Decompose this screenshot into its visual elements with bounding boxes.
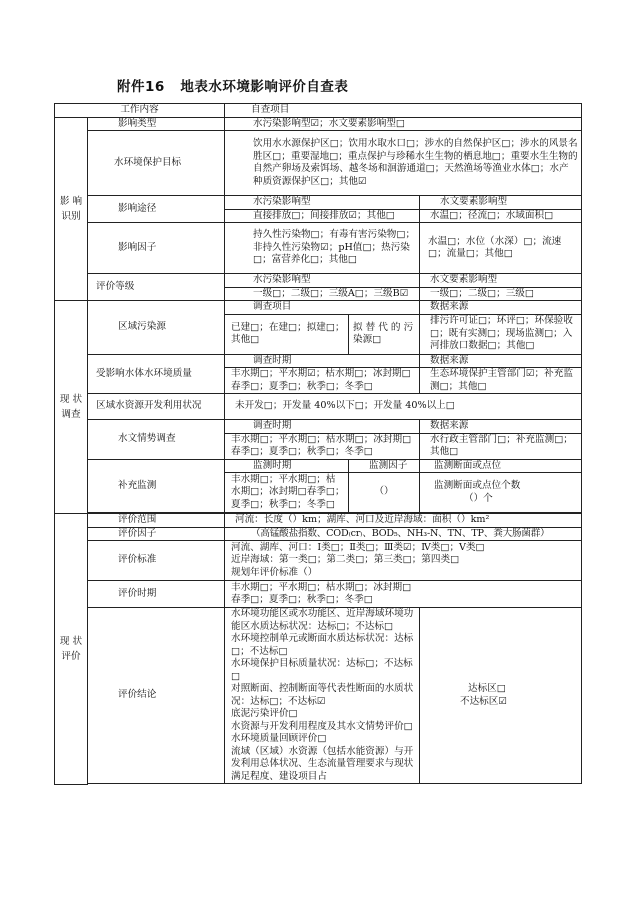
regional-right: 排污许可证□；环评□；环保验收□；既有实测□；现场监测□；入河排放口数据□；其他□ [420, 314, 582, 354]
supp-head-1: 监测时期 [225, 459, 349, 473]
title-text: 地表水环境影响评价自查表 [180, 79, 349, 95]
table-row [55, 514, 582, 528]
supp-label: 补充监测 [88, 459, 225, 513]
regional-a: 已建□；在建□；拟建□；其他□ [225, 314, 349, 354]
section-survey: 现 状 调查 [55, 301, 88, 514]
affected-head-right: 数据来源 [420, 354, 582, 368]
regional-label: 区域污染源 [88, 301, 225, 355]
supp-head-3: 监测断面或点位 [420, 459, 582, 473]
section-identify: 影 响 识别 [55, 117, 88, 301]
supp-1: 丰水期□；平水期□；枯水期□；冰封期□春季□；夏季□；秋季□；冬季□ [225, 473, 349, 513]
factor-label: 影响因子 [88, 223, 225, 274]
supp-head-2: 监测因子 [349, 459, 420, 473]
conclusion-line: 对照断面、控制断面等代表性断面的水质状况：达标□；不达标☑ [231, 683, 414, 707]
conclusion-line: 流域（区域）水资源（包括水能资源）与开发利用总体状况、生态流量管理要求与现状满足程度、建设项目占 [231, 745, 414, 782]
title-number: 附件16 [117, 79, 165, 95]
hydro-label: 水文情势调查 [88, 420, 225, 460]
table-row [55, 117, 582, 131]
pathway-left: 直接排放□；间接排放☑；其他□ [225, 209, 420, 223]
conclusion-right-1: 达标区□ [468, 683, 506, 694]
standard-line-2: 近岸海域：第一类□；第二类□；第三类□；第四类□ [231, 554, 460, 566]
self-check-table [54, 103, 582, 785]
dev-value: 未开发□；开发量 40%以下□；开发量 40%以上□ [225, 394, 582, 420]
conclusion-line: 水环境保护目标质量状况：达标□；不达标□ [231, 658, 413, 682]
pathway-right: 水温□；径流□；水域面积□ [420, 209, 582, 223]
period-line-1: 丰水期□；平水期□；枯水期□；冰封期□ [231, 581, 412, 593]
dev-label: 区域水资源开发利用状况 [88, 394, 225, 420]
conclusion-line: 水资源与开发利用程度及其水文情势评价□ [231, 720, 413, 732]
grade-left: 一级□；二级□；三级A□；三级B☑ [225, 287, 420, 301]
pathway-label: 影响途径 [88, 196, 225, 223]
period-label: 评价时期 [88, 581, 225, 608]
regional-head-left: 调查项目 [225, 301, 420, 315]
conclusion-right-2: 不达标区☑ [460, 695, 507, 707]
regional-b: 拟 替 代 的 污 染源□ [349, 314, 420, 354]
conclusion-label: 评价结论 [88, 608, 225, 784]
grade-right: 一级□；二级□；三级□ [420, 287, 582, 301]
conclusion-line: 底泥污染评价□ [231, 708, 298, 719]
conclusion-line: 水环境功能区或水功能区、近岸海域环境功能区水质达标状况：达标□；不达标□ [231, 608, 414, 632]
hydro-head-left: 调查时期 [225, 420, 420, 434]
header-work-content: 工作内容 [55, 104, 225, 118]
table-row [55, 354, 582, 368]
table-row [55, 274, 582, 288]
standard-label: 评价标准 [88, 541, 225, 581]
impact-type-value: 水污染影响型☑；水文要素影响型□ [225, 117, 582, 131]
table-row [55, 420, 582, 434]
supp-3a: 监测断面或点位个数 [434, 480, 521, 491]
conclusion-values [225, 608, 420, 784]
assess-factor-value: （高锰酸盐指数、COD₍cr₎、BOD₅、NH₃-N、TN、TP、粪大肠菌群） [225, 527, 582, 541]
table-row [55, 301, 582, 315]
standard-values [225, 541, 582, 581]
hydro-left: 丰水期□；平水期□；枯水期□；冰封期□春季□；夏季□；秋季□；冬季□ [225, 433, 420, 459]
hydro-head-right: 数据来源 [420, 420, 582, 434]
conclusion-right [420, 608, 582, 784]
affected-head-left: 调查时期 [225, 354, 420, 368]
standard-line-1: 河流、湖库、河口：Ⅰ类□；Ⅱ类□；Ⅲ类☑；Ⅳ类□；Ⅴ类□ [231, 541, 485, 553]
grade-label: 评价等级 [88, 274, 225, 301]
range-label: 评价范围 [88, 514, 225, 528]
table-row [55, 131, 582, 196]
supp-3b: （）个 [464, 492, 493, 504]
pathway-head-right: 水文要素影响型 [420, 196, 582, 210]
impact-type-label: 影响类型 [88, 117, 225, 131]
target-label: 水环境保护目标 [88, 131, 225, 196]
table-row [55, 608, 582, 784]
affected-right: 生态环境保护主管部门☑；补充监测□；其他□ [420, 368, 582, 394]
affected-left: 丰水期□；平水期☑；枯水期□；冰封期□春季□；夏季□；秋季□；冬季□ [225, 368, 420, 394]
supp-3 [420, 473, 582, 513]
pathway-head-left: 水污染影响型 [225, 196, 420, 210]
table-row [55, 527, 582, 541]
assess-factor-label: 评价因子 [88, 527, 225, 541]
table-row [55, 581, 582, 608]
table-row [55, 541, 582, 581]
grade-head-left: 水污染影响型 [225, 274, 420, 288]
affected-label: 受影响水体水环境质量 [88, 354, 225, 394]
document-title [117, 75, 348, 95]
regional-head-right: 数据来源 [420, 301, 582, 315]
header-check-item: 自查项目 [225, 104, 582, 118]
table-row [55, 196, 582, 210]
spacer-row [55, 784, 582, 785]
section-assess: 现 状 评价 [55, 514, 88, 785]
factor-left: 持久性污染物□；有毒有害污染物□；非持久性污染物☑；pH值□；热污染□；富营养化□；其他□ [225, 223, 420, 274]
table-row [55, 394, 582, 420]
conclusion-line: 水环境控制单元或断面水质达标状况：达标□；不达标□ [231, 633, 414, 657]
standard-line-3: 规划年评价标准（） [231, 566, 318, 578]
target-value: 饮用水水源保护区□；饮用水取水口□；涉水的自然保护区□；涉水的风景名胜区□；重要湿地□；重点保护与珍稀水生生物的栖息地□；重要水生生物的自然产卵场及索饵场、越冬场和洄游通道□；天然渔场等渔业水体□；水产种质资源保护区□；其他☑ [225, 131, 582, 196]
table-row [55, 459, 582, 473]
table-row [55, 223, 582, 274]
table-header-row [55, 104, 582, 118]
period-values [225, 581, 582, 608]
range-value: 河流：长度（）km；湖库、河口及近岸海域：面积（）km² [225, 514, 582, 528]
hydro-right: 水行政主管部门□；补充监测□；其他□ [420, 433, 582, 459]
factor-right: 水温□；水位（水深）□；流速□；流量□；其他□ [420, 223, 582, 274]
supp-2: （） [349, 473, 420, 513]
grade-head-right: 水文要素影响型 [420, 274, 582, 288]
conclusion-line: 水环境质量回顾评价□ [231, 733, 327, 744]
period-line-2: 春季□；夏季□；秋季□；冬季□ [231, 594, 373, 605]
